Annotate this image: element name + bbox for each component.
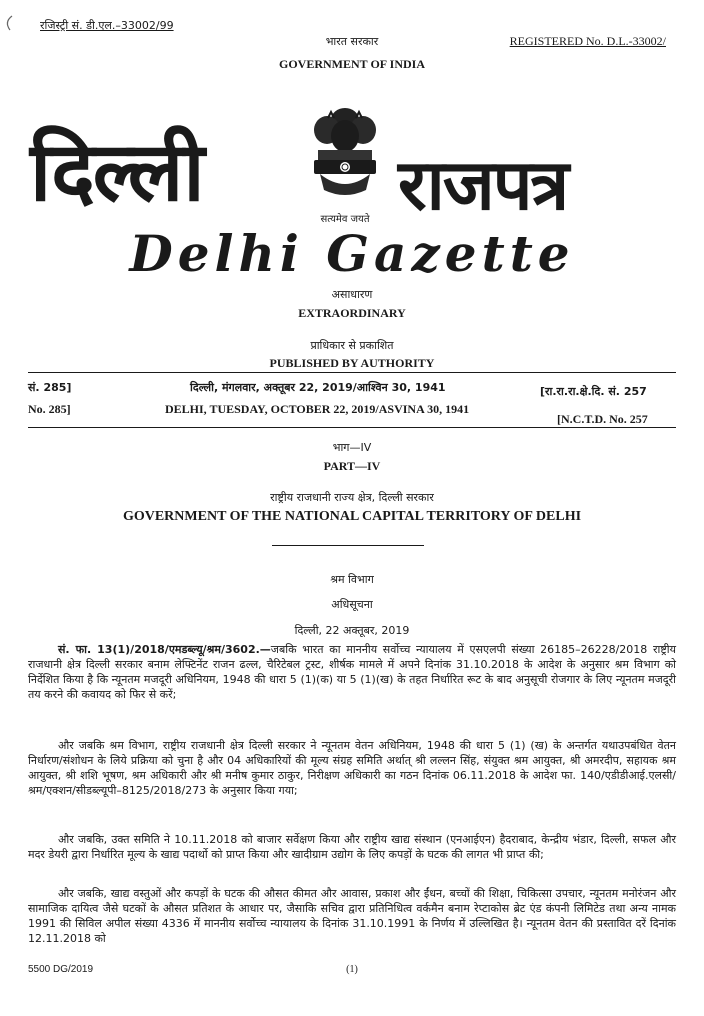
asadharan-label: असाधारण xyxy=(331,288,373,301)
issue-ref-english: [N.C.T.D. No. 257 xyxy=(557,412,648,426)
footer-code: 5500 DG/2019 xyxy=(28,964,94,975)
government-of-india-label: GOVERNMENT OF INDIA xyxy=(278,57,425,71)
short-divider xyxy=(272,545,424,546)
masthead-title-english: Delhi Gazette xyxy=(129,224,575,283)
published-by-authority-label: PUBLISHED BY AUTHORITY xyxy=(269,356,435,370)
pradhikar-label: प्राधिकार से प्रकाशित xyxy=(310,339,394,352)
issue-date-english: DELHI, TUESDAY, OCTOBER 22, 2019/ASVINA 30, 1941 xyxy=(165,402,470,416)
notice-paragraph-3: और जबकि, उक्त समिति ने 10.11.2018 को बाजार सर्वेक्षण किया और राष्ट्रीय खाद्य संस्थान (एनआईएन) हैदराबाद, केन्द्रीय भंडार, दिल्ली, सफल और मदर डेयरी द्वारा निर्धारित मूल्य के खाद्य पदार्थो को प्राप्त किया और खादीग्राम उद्योग के लिए कपड़ों के घटक की लागत भी प्राप्त की; xyxy=(28,833,676,861)
part-english: PART—IV xyxy=(323,459,381,473)
page-fold-mark xyxy=(2,14,16,32)
place-date-label: दिल्ली, 22 अक्तूबर, 2019 xyxy=(294,624,410,637)
issue-number-english: No. 285] xyxy=(28,402,71,416)
bharat-sarkar-label: भारत सरकार xyxy=(325,35,379,48)
part-hindi: भाग—IV xyxy=(332,441,372,454)
department-label: श्रम विभाग xyxy=(330,573,374,586)
footer-page-number: (1) xyxy=(346,964,358,975)
issue-ref-hindi: [रा.रा.रा.क्षे.दि. सं. 257 xyxy=(540,385,647,398)
registration-number-english: REGISTERED No. D.L.-33002/ xyxy=(509,34,666,48)
govt-nct-hindi: राष्ट्रीय राजधानी राज्य क्षेत्र, दिल्ली सरकार xyxy=(270,491,434,504)
masthead-title-hindi-left: दिल्ली xyxy=(30,125,203,220)
govt-nct-english: GOVERNMENT OF THE NATIONAL CAPITAL TERRITORY OF DELHI xyxy=(122,509,582,524)
paragraph-1-text: जबकि भारत का माननीय सर्वोच्च न्यायालय में एसएलपी संख्या 26185–26228/2018 राष्ट्रीय राजधानी क्षेत्र दिल्ली सरकार बनाम लेफ्टिनेंट राजन ढल्ल, चैरिटेबल ट्रस्ट, शीर्षक मामले में अपने दिनांक 31.10.2018 के आदेश के अनुसार श्रम विभाग को निर्देशित किया है कि न्यूनतम मजदूरी अधिनियम, 1948 की धारा 5 (1)(क) या 5 (1)(ख) के तहत निर्धारित रूट के बाद अनुसूची रोजगार के लिए न्यूनतम मजदूरी तय करने की कवायद को फिर से करें; xyxy=(28,643,676,701)
issue-number-hindi: सं. 285] xyxy=(28,381,72,394)
extraordinary-label: EXTRAORDINARY xyxy=(298,306,406,320)
registration-number-hindi: रजिस्ट्री सं. डी.एल.–33002/99 xyxy=(40,19,174,32)
notice-paragraph-2: और जबकि श्रम विभाग, राष्ट्रीय राजधानी क्षेत्र दिल्ली सरकार ने न्यूनतम वेतन अधिनियम, 1948 की धारा 5 (1) (ख) के अन्तर्गत यथाउपबंधित वेतन निर्धारण/संशोधन के लिये प्रक्रिया को चुना है और 04 अधिकारियों की मूल्य संग्रह समिति अर्थात् श्री लल्लन सिंह, संयुक्त श्रम आयुक्त, श्री अमरदीप, सहायक श्रम आयुक्त, श्री शशि भूषण, श्रम अधिकारी और श्री मनीष कुमार ठाकुर, निरीक्षण अधिकारी का गठन दिनांक 06.11.2018 के आदेश फा. 140/एडीडीआई.एलसी/श्रम/एक्शन/सीडब्ल्यूपी–8125/2018/273 के अनुसार किया गया; xyxy=(28,739,676,797)
notification-label: अधिसूचना xyxy=(331,598,373,611)
divider-bottom xyxy=(28,427,676,428)
notice-paragraph-1 xyxy=(28,642,676,702)
emblem-motto: सत्यमेव जयते xyxy=(320,214,370,225)
masthead-title-hindi-right: राजपत्र xyxy=(398,144,568,226)
state-emblem-icon xyxy=(300,98,390,208)
divider-top xyxy=(28,372,676,373)
issue-date-hindi: दिल्ली, मंगलवार, अक्तूबर 22, 2019/आश्विन 30, 1941 xyxy=(190,381,446,394)
notice-reference-number: सं. फा. 13(1)/2018/एमडब्ल्यू/श्रम/3602.— xyxy=(58,643,271,656)
notice-paragraph-4: और जबकि, खाद्य वस्तुओं और कपड़ों के घटक की औसत कीमत और आवास, प्रकाश और ईंधन, बच्चों की शिक्षा, चिकित्सा उपचार, न्यूनतम मनोरंजन और सामाजिक दायित्व जैसे घटकों के औसत प्रतिशत के आधार पर, जैसाकि सचिव द्वारा प्रतिनिधित्व वर्कमैन बनाम रेप्टाकोस ब्रेट एंड कंपनी लिमिटेड तथा अन्य नामक 1991 की सिविल अपील संख्या 4336 में माननीय सर्वोच्च न्यायालय के दिनांक 31.10.1991 के निर्णय में उल्लिखित है। न्यूनतम वेतन की प्रस्तावित दरें दिनांक 12.11.2018 को xyxy=(28,887,676,945)
